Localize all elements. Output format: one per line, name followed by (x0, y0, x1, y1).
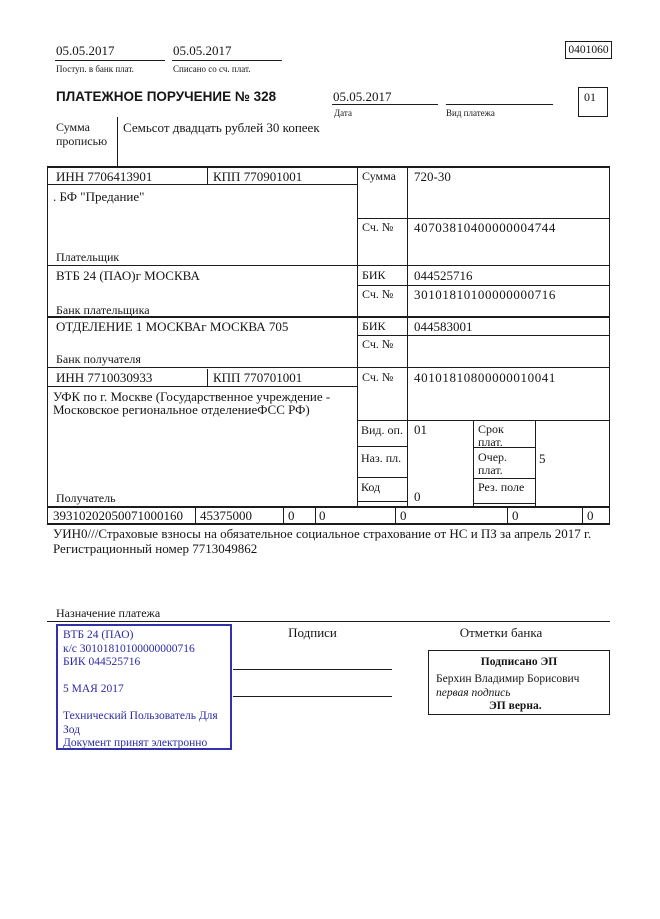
payer-bank-bik: 044525716 (414, 268, 473, 283)
line (473, 478, 535, 479)
payer-bank-account: 30101810100000000716 (414, 287, 556, 302)
purpose-section-label: Назначение платежа (56, 606, 161, 620)
payer-bank-name: ВТБ 24 (ПАО)г МОСКВА (56, 268, 200, 283)
beneficiary-account: 40101810800000010041 (414, 370, 556, 385)
signature-verified: ЭП верна. (489, 700, 542, 712)
line (47, 166, 48, 524)
purpose-code-label: Наз. пл. (361, 451, 402, 465)
bank-stamp-line: Зод (63, 723, 81, 736)
bank-marks-label: Отметки банка (459, 625, 543, 640)
beneficiary-bank-bik: 044583001 (414, 319, 473, 334)
purpose-line1: УИН0///Страховые взносы на обязательное социальное страхование от НС и ПЗ за апрель 2017 г. (53, 526, 592, 541)
line (507, 507, 508, 523)
line (47, 265, 610, 266)
line (47, 386, 357, 387)
line (357, 218, 610, 219)
payer-bank-section-label: Банк плательщика (56, 303, 150, 317)
line (357, 501, 407, 502)
code-cell: 0 (587, 508, 594, 523)
payer-inn: ИНН 7706413901 (56, 169, 153, 184)
beneficiary-bank-bik-label: БИК (362, 319, 386, 333)
op-type-label: Вид. оп. (361, 423, 403, 437)
payer-name: . БФ "Предание" (53, 189, 145, 204)
signature-stamp-title: Подписано ЭП (480, 656, 558, 668)
line (207, 369, 208, 386)
form-code-box: 0401060 (565, 41, 612, 59)
payer-bank-bik-label: БИК (362, 268, 386, 282)
signature-stamp-subtitle: первая подпись (436, 687, 511, 699)
payment-type-label: Вид платежа (446, 108, 495, 118)
line (47, 523, 610, 525)
order-label: Очер. плат. (478, 450, 508, 477)
line (473, 420, 474, 507)
line (446, 104, 553, 105)
beneficiary-inn: ИНН 7710030933 (56, 370, 153, 385)
line (315, 507, 316, 523)
line (357, 477, 407, 478)
bank-stamp-line: 5 МАЯ 2017 (63, 683, 124, 695)
bank-stamp (56, 624, 232, 750)
line (582, 507, 583, 523)
status-box: 01 (578, 87, 608, 117)
line (55, 60, 165, 61)
bank-stamp-line: к/с 30101810100000000716 (63, 642, 195, 655)
signature-line (233, 696, 392, 697)
line (283, 507, 284, 523)
line (207, 166, 208, 184)
amount-label: Сумма (362, 169, 396, 183)
reserve-label: Рез. поле (478, 480, 525, 494)
code-label: Код (361, 480, 381, 494)
amount-value: 720-30 (414, 169, 451, 184)
payer-account: 40703810400000004744 (414, 220, 556, 235)
amount-words-label-2: прописью (56, 134, 108, 148)
oktmo-code: 45375000 (200, 508, 252, 523)
debited-date-label: Списано со сч. плат. (173, 64, 251, 74)
line (473, 503, 535, 504)
beneficiary-name-line2: Московское региональное отделениеФСС РФ) (53, 402, 310, 417)
beneficiary-bank-name: ОТДЕЛЕНИЕ 1 МОСКВАг МОСКВА 705 (56, 319, 289, 334)
bank-stamp-line (63, 697, 225, 711)
line (357, 420, 610, 421)
bank-stamp-line: ВТБ 24 (ПАО) (63, 629, 134, 641)
beneficiary-bank-section-label: Банк получателя (56, 352, 141, 366)
beneficiary-bank-account-label: Сч. № (362, 337, 394, 351)
signature-stamp (428, 650, 610, 715)
order-value: 5 (539, 451, 546, 466)
signatures-label: Подписи (288, 625, 337, 640)
line (47, 166, 610, 168)
signatory-name: Берхин Владимир Борисович (436, 673, 580, 685)
line (47, 367, 610, 368)
beneficiary-kpp: КПП 770701001 (213, 370, 303, 385)
received-date-label: Поступ. в банк плат. (56, 64, 134, 74)
beneficiary-account-label: Сч. № (362, 370, 394, 384)
kbk-code: 39310202050071000160 (53, 508, 183, 523)
code-cell: 0 (288, 508, 295, 523)
code-value: 0 (414, 489, 421, 504)
line (195, 507, 196, 523)
line (357, 285, 610, 286)
bank-stamp-line: Технический Пользователь Для (63, 710, 218, 722)
debited-date: 05.05.2017 (173, 43, 232, 58)
line (332, 104, 438, 105)
amount-words-label-1: Сумма (56, 120, 90, 134)
line (357, 446, 407, 447)
received-date: 05.05.2017 (56, 43, 115, 58)
due-date-label: Срок плат. (478, 422, 504, 449)
payer-kpp: КПП 770901001 (213, 169, 303, 184)
line (357, 335, 610, 336)
purpose-line2: Регистрационный номер 7713049862 (53, 541, 258, 556)
document-title: ПЛАТЕЖНОЕ ПОРУЧЕНИЕ № 328 (56, 89, 277, 104)
payer-bank-account-label: Сч. № (362, 287, 394, 301)
bank-stamp-line (63, 670, 225, 684)
beneficiary-section-label: Получатель (56, 491, 116, 505)
bank-stamp-line: БИК 044525716 (63, 656, 141, 668)
line (172, 60, 282, 61)
line (609, 166, 610, 524)
signature-line (233, 669, 392, 670)
amount-in-words: Семьсот двадцать рублей 30 копеек (123, 120, 320, 135)
op-type-value: 01 (414, 422, 427, 437)
code-cell: 0 (400, 508, 407, 523)
code-cell: 0 (512, 508, 519, 523)
beneficiary-name-line1: УФК по г. Москве (Государственное учреждение - (53, 389, 331, 404)
line (47, 184, 357, 185)
bank-stamp-line: Документ принят электронно (63, 737, 208, 749)
code-cell: 0 (319, 508, 326, 523)
line (47, 621, 610, 622)
line (395, 507, 396, 523)
line (117, 117, 118, 167)
payer-account-label: Сч. № (362, 220, 394, 234)
line (535, 420, 536, 507)
payer-section-label: Плательщик (56, 250, 120, 264)
document-date: 05.05.2017 (333, 89, 392, 104)
date-label: Дата (334, 108, 352, 118)
